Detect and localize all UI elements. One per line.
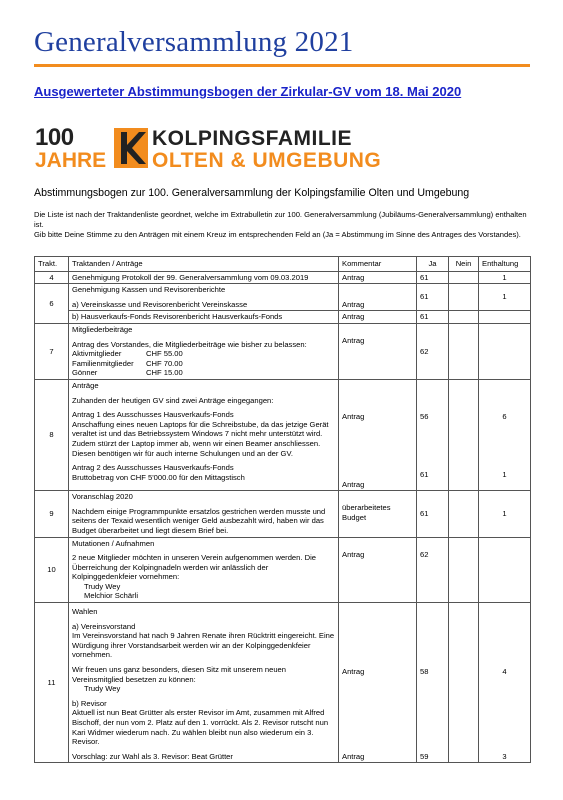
intro-text: [34, 210, 534, 240]
trakt-number: 8: [35, 379, 69, 490]
antrag-2-title: Antrag 2 des Ausschusses Hausverkaufs-Fonds: [72, 463, 234, 473]
nein-cell[interactable]: [449, 603, 479, 763]
nein-cell[interactable]: [449, 311, 479, 324]
ja-cell[interactable]: 58 59: [417, 603, 449, 763]
logo-name-line2: OLTEN & UMGEBUNG: [152, 149, 382, 172]
trakt-number: 9: [35, 491, 69, 537]
ja-cell[interactable]: 61: [417, 311, 449, 324]
traktandum-text: [69, 323, 339, 379]
table-row: [35, 379, 531, 490]
member-name: Trudy Wey: [84, 581, 121, 591]
trakt-number: 10: [35, 537, 69, 603]
traktandum-text: [69, 379, 339, 490]
traktandum-title: Mitgliederbeiträge: [72, 324, 133, 334]
nein-cell[interactable]: [449, 323, 479, 379]
table-row: [35, 311, 531, 324]
header-enthaltung: Enthaltung: [479, 257, 531, 272]
traktandum-text: Genehmigung Protokoll der 99. Generalversammlung vom 09.03.2019: [69, 271, 339, 284]
kommentar-cell: Antrag: [339, 311, 417, 324]
candidate-name: Trudy Wey: [84, 684, 121, 694]
enthaltung-cell[interactable]: 1: [479, 284, 531, 311]
kommentar-cell: Antrag: [339, 537, 417, 603]
title-divider: [34, 64, 530, 67]
header-nein: Nein: [449, 257, 479, 272]
ja-cell[interactable]: 62: [417, 537, 449, 603]
page-title: Generalversammlung 2021: [34, 26, 354, 58]
traktandum-title: Genehmigung Kassen und Revisorenberichte: [72, 285, 226, 295]
nein-cell[interactable]: [449, 379, 479, 490]
header-trakt: Trakt.: [35, 257, 69, 272]
member-name: Melchior Schärli: [84, 591, 139, 601]
antrag-2-text: Bruttobetrag von CHF 5'000.00 für den Mittagstisch: [72, 472, 245, 482]
enthaltung-cell[interactable]: [479, 537, 531, 603]
traktandum-title: Mutationen / Aufnahmen: [72, 538, 155, 548]
enthaltung-cell[interactable]: [479, 311, 531, 324]
section-a-title: a) Vereinsvorstand: [72, 621, 136, 631]
traktandum-title: Anträge: [72, 380, 99, 390]
trakt-number: 7: [35, 323, 69, 379]
kommentar-cell: Antrag: [339, 271, 417, 284]
logo-jahre: JAHRE: [35, 149, 107, 172]
ja-cell[interactable]: 56 61: [417, 379, 449, 490]
traktandum-body: 2 neue Mitglieder möchten in unseren Verein aufgenommen werden. Die Überreichung der Kolpingnadeln werden wir anlässlich der Kolpinggedenkfeier vornehmen:: [72, 553, 316, 582]
section-b-text: Aktuell ist nun Beat Grütter als erster Revisor im Amt, zusammen mit Alfred Bischoff, der nun vom 2. Platz auf den 1. vorrückt. Als 2. Revisor rutscht nun Kari Widmer wiederum nach. Zu wählen bleibt nun also wiederum ein 3. Revisor.: [72, 708, 329, 747]
enthaltung-cell[interactable]: [479, 323, 531, 379]
ja-cell[interactable]: 61: [417, 284, 449, 311]
enthaltung-cell[interactable]: 1: [479, 491, 531, 537]
ja-cell[interactable]: 62: [417, 323, 449, 379]
fee-line: Familienmitglieder CHF 70.00: [72, 358, 183, 368]
table-row: [35, 603, 531, 763]
nein-cell[interactable]: [449, 537, 479, 603]
kolping-k-icon: [114, 128, 148, 168]
logo-name-line1: KOLPINGSFAMILIE: [152, 127, 353, 150]
traktandum-text: [69, 284, 339, 311]
traktandum-title: Wahlen: [72, 607, 98, 617]
nein-cell[interactable]: [449, 271, 479, 284]
traktandum-text: [69, 537, 339, 603]
traktandum-item-b: b) Hausverkaufs-Fonds Revisorenbericht Hausverkaufs-Fonds: [69, 311, 339, 324]
section-b-proposal: Vorschlag: zur Wahl als 3. Revisor: Beat Grütter: [72, 751, 233, 761]
traktandum-intro: Zuhanden der heutigen GV sind zwei Anträge eingegangen:: [72, 395, 274, 405]
table-row: [35, 491, 531, 537]
traktandum-text: [69, 603, 339, 763]
kommentar-cell: Antrag: [339, 284, 417, 311]
header-kommentar: Kommentar: [339, 257, 417, 272]
intro-heading: Abstimmungsbogen zur 100. Generalversammlung der Kolpingsfamilie Olten und Umgebung: [34, 187, 470, 199]
enthaltung-cell[interactable]: 4 3: [479, 603, 531, 763]
intro-paragraph-1: Die Liste ist nach der Traktandenliste geordnet, welche im Extrabulletin zur 100. Generalversammlung (Jubiläums-Generalversammlung) enthalten ist.: [34, 210, 527, 229]
table-row: [35, 271, 531, 284]
ja-cell[interactable]: 61: [417, 491, 449, 537]
ja-cell[interactable]: 61: [417, 271, 449, 284]
traktandum-title: Voranschlag 2020: [72, 492, 133, 502]
enthaltung-cell[interactable]: 6 1: [479, 379, 531, 490]
kommentar-cell: überarbeitetes Budget: [339, 491, 417, 537]
trakt-number: 11: [35, 603, 69, 763]
nein-cell[interactable]: [449, 491, 479, 537]
table-row: [35, 537, 531, 603]
traktandum-body: Antrag des Vorstandes, die Mitgliederbeiträge wie bisher zu belassen:: [72, 339, 307, 349]
kommentar-cell: Antrag Antrag: [339, 379, 417, 490]
document-subtitle[interactable]: Ausgewerteter Abstimmungsbogen der Zirkular-GV vom 18. Mai 2020: [34, 84, 462, 99]
trakt-number: 4: [35, 271, 69, 284]
traktandum-item-a: a) Vereinskasse und Revisorenbericht Vereinskasse: [72, 299, 248, 309]
header-ja: Ja: [417, 257, 449, 272]
table-row: [35, 323, 531, 379]
section-a-text: Im Vereinsvorstand hat nach 9 Jahren Renate ihren Rücktritt eingereicht. Eine Würdigung ihrer Vorstandsarbeit werden wir an der Kolpinggedenkfeier vornehmen.: [72, 631, 335, 660]
traktandum-text: [69, 491, 339, 537]
antrag-1-text: Anschaffung eines neuen Laptops für die Schreibstube, da das jetzige Gerät veraltet ist und das Betriebssystem Windows 7 nicht mehr unterstützt wird. Zudem stürzt der Laptop immer ab, wenn wir einen Beamer anschliessen. Diesen benötigen wir für auch interne Schulungen und an der GV.: [72, 419, 329, 458]
antrag-1-title: Antrag 1 des Ausschusses Hausverkaufs-Fonds: [72, 410, 234, 420]
enthaltung-cell[interactable]: 1: [479, 271, 531, 284]
header-traktanden: Traktanden / Anträge: [69, 257, 339, 272]
section-a-text-2: Wir freuen uns ganz besonders, diesen Sitz mit unserem neuen Vereinsmitglied besetzen zu können:: [72, 665, 287, 684]
intro-paragraph-2: Gib bitte Deine Stimme zu den Anträgen mit einem Kreuz im entsprechenden Feld an (Ja = Abstimmung im Sinne des Antrages des Vorstandes).: [34, 230, 521, 239]
voting-table: [34, 256, 531, 763]
trakt-number: 6: [35, 284, 69, 324]
kommentar-cell: Antrag: [339, 323, 417, 379]
traktandum-body: Nachdem einige Programmpunkte ersatzlos gestrichen werden musste und seitens der Texaid wesentlich weniger Geld ausbezahlt wird, haben wir das Budget überarbeitet und liegt diesem Brief bei.: [72, 506, 326, 535]
nein-cell[interactable]: [449, 284, 479, 311]
table-row: [35, 284, 531, 311]
logo-number: 100: [35, 124, 74, 151]
table-header-row: [35, 257, 531, 272]
section-b-title: b) Revisor: [72, 698, 107, 708]
fee-line: Gönner CHF 15.00: [72, 368, 183, 378]
fee-line: Aktivmitglieder CHF 55.00: [72, 349, 183, 359]
kommentar-cell: Antrag Antrag: [339, 603, 417, 763]
